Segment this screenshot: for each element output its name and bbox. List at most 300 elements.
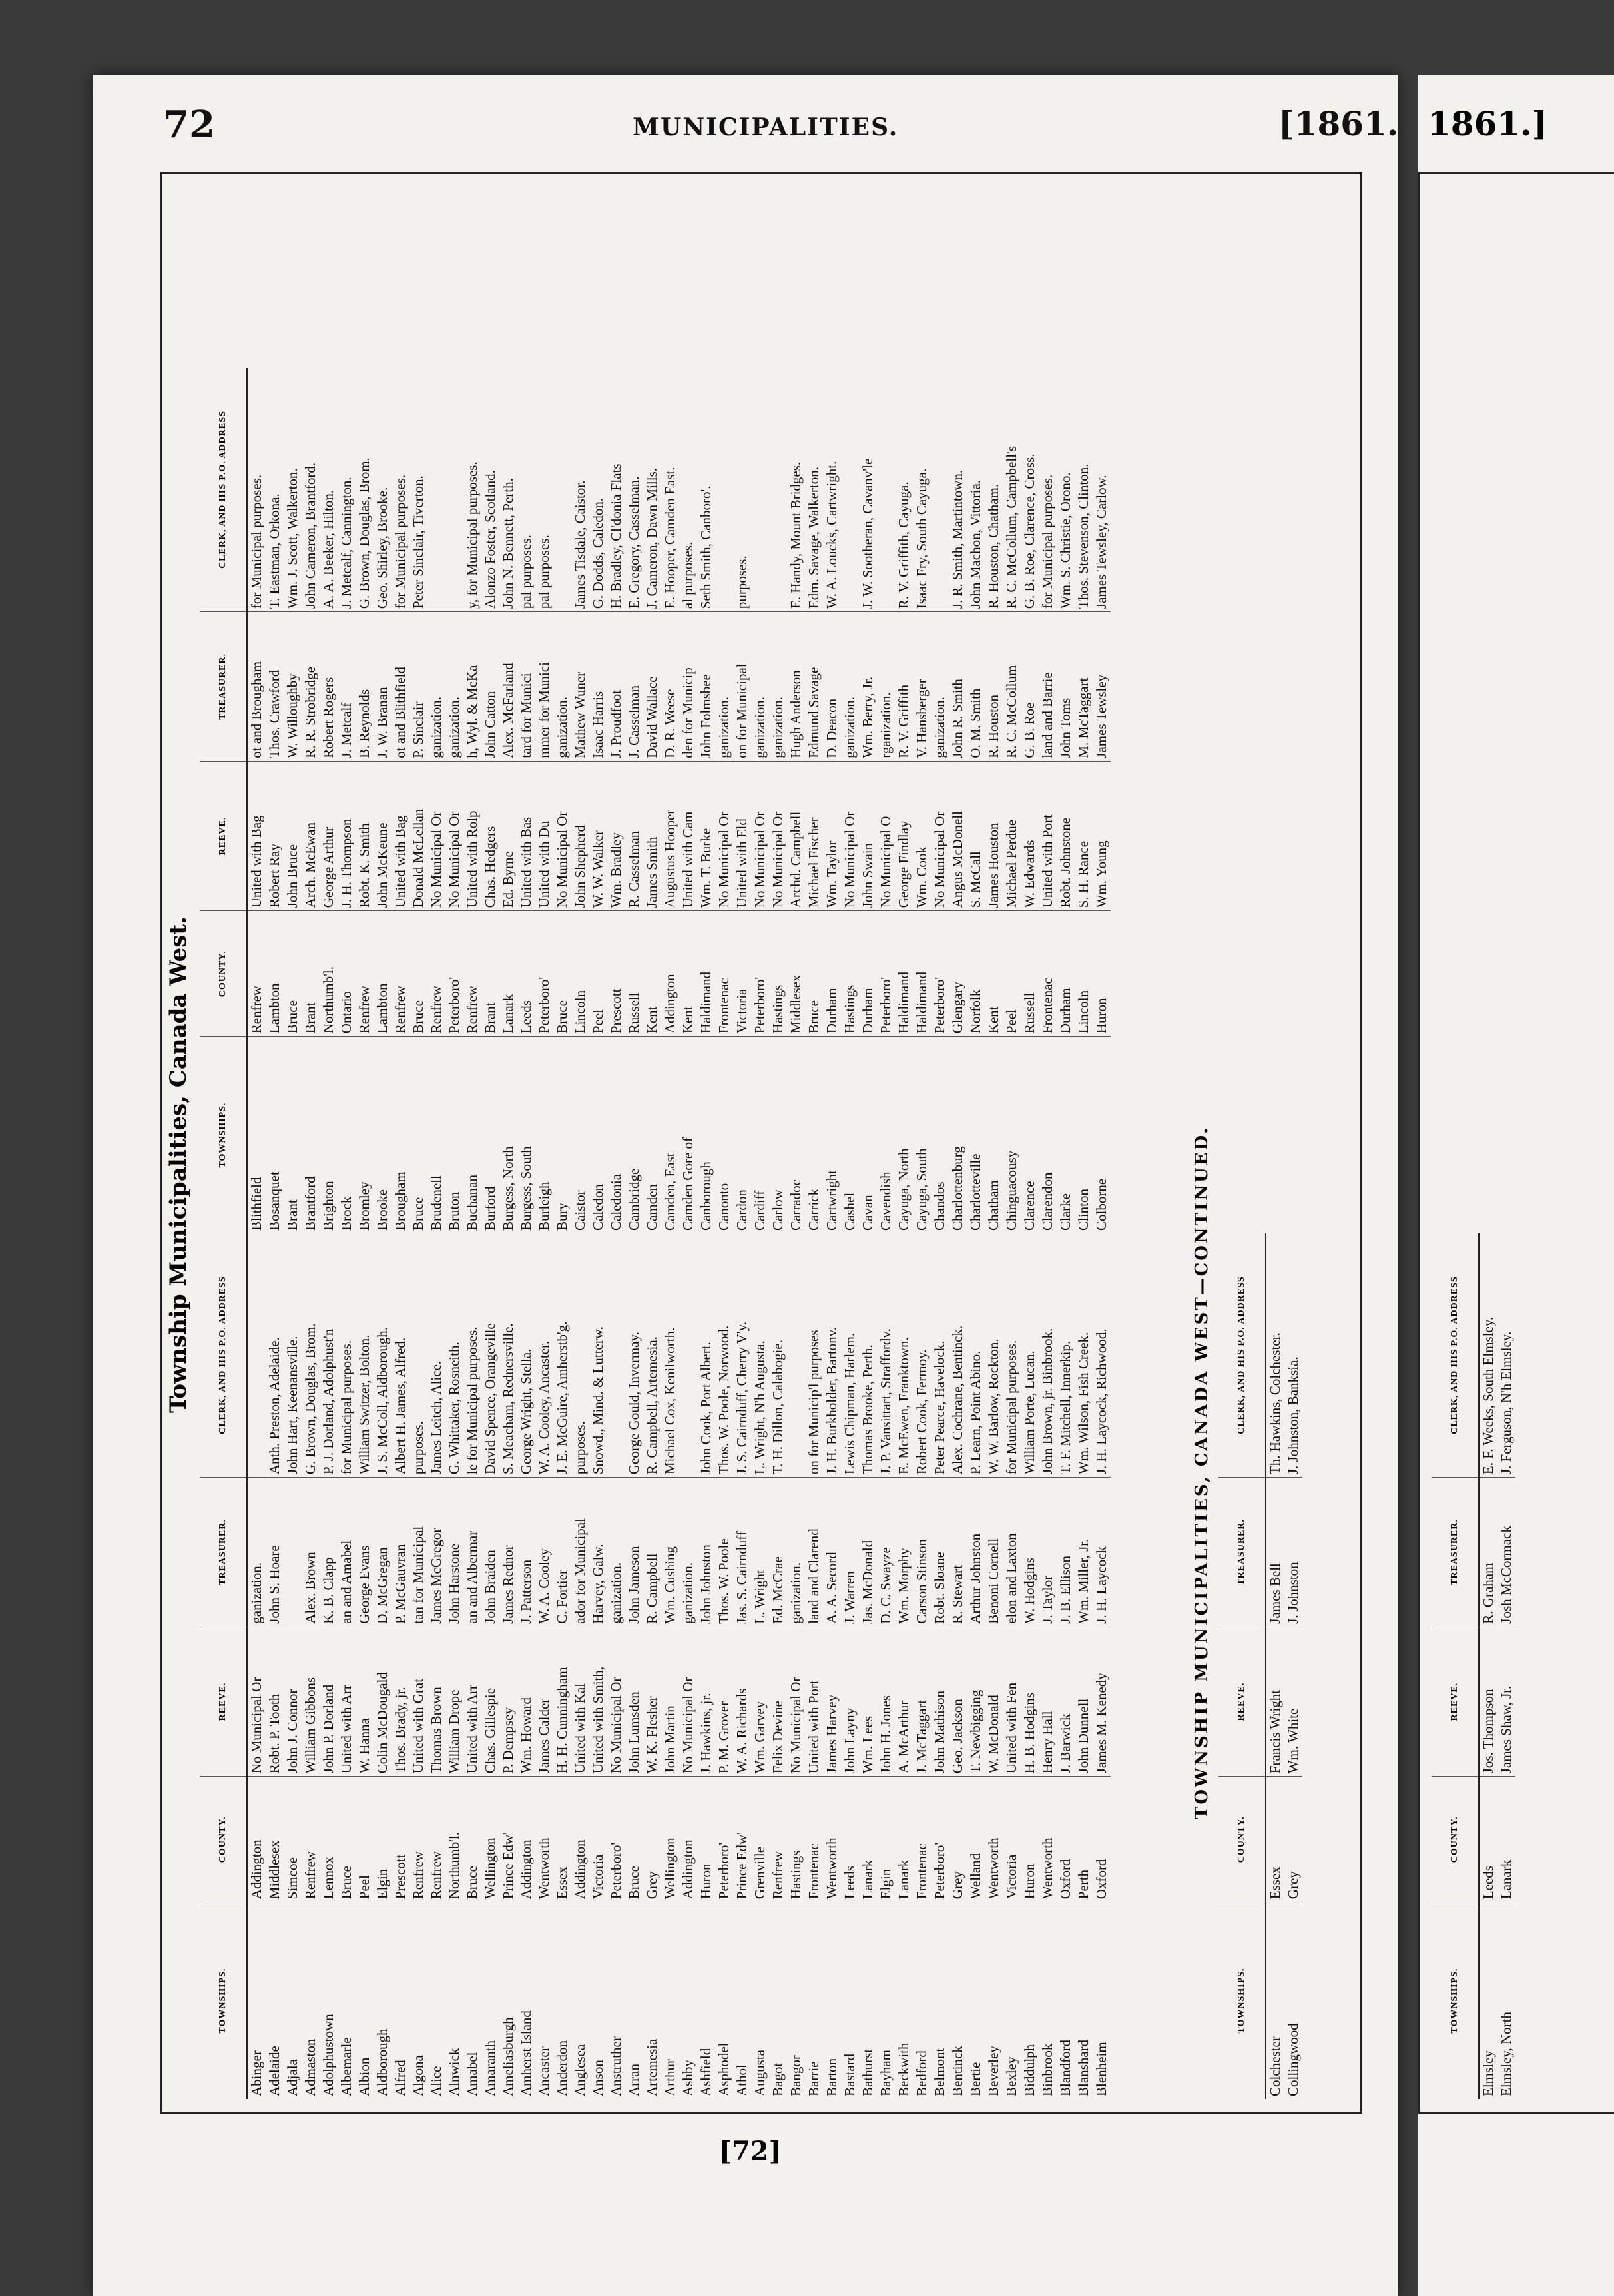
table-row — [1021, 368, 1039, 1233]
cell-reeve: Thomas Brown — [427, 1627, 445, 1777]
cell-clerk: for Municipal purposes. — [1039, 474, 1055, 609]
cell-treasurer: ganization. — [607, 1478, 625, 1627]
cell-county: Peel — [356, 1777, 374, 1902]
cell-treasurer: D. Deacon — [823, 612, 841, 762]
cell-treasurer — [284, 1478, 302, 1627]
cell-township: Beckwith — [895, 1902, 913, 2099]
table-row — [769, 368, 787, 1233]
cell-county: Oxford — [1093, 1777, 1111, 1902]
table-row — [1003, 368, 1021, 1233]
cell-treasurer: J. W. Branan — [374, 612, 392, 762]
cell-treasurer: L. Wright — [751, 1478, 769, 1627]
cell-treasurer: J. Johnston — [1284, 1478, 1302, 1627]
cell-treasurer: ganization. — [247, 1478, 266, 1627]
cell-township: Cavendish — [877, 1037, 895, 1233]
table-row — [733, 368, 751, 1233]
cell-reeve: John Martin — [661, 1627, 679, 1777]
cell-township: Asphodel — [715, 1902, 733, 2099]
cell-township: Albion — [356, 1902, 374, 2099]
table-row — [409, 368, 427, 1233]
cell-clerk: Michael Cox, Kenilworth. — [662, 1327, 678, 1475]
col-clerk: CLERK, AND HIS P.O. ADDRESS — [200, 1233, 247, 1478]
cell-reeve: Colin McDougald — [374, 1627, 392, 1777]
cell-reeve: United with Bag — [247, 761, 266, 911]
cell-treasurer: R. Campbell — [643, 1478, 661, 1627]
cell-township: Cardon — [733, 1037, 751, 1233]
cell-clerk: William Switzer, Bolton. — [356, 1334, 372, 1475]
cell-township: Bertie — [967, 1902, 985, 2099]
cell-clerk: J. W. Sootheran, Cavanv'le — [860, 458, 876, 609]
cell-county: Oxford — [1057, 1777, 1075, 1902]
cell-county: Hastings — [769, 911, 787, 1037]
table-row — [733, 1233, 751, 2099]
cell-reeve: No Municipal Or — [769, 761, 787, 911]
cell-reeve: J. McTaggart — [913, 1627, 931, 1777]
cell-clerk: T. Eastman, Orkona. — [266, 493, 282, 609]
table-row — [356, 368, 374, 1233]
table-row — [877, 1233, 895, 2099]
table-row — [1021, 1233, 1039, 2099]
cell-reeve: John J. Connor — [284, 1627, 302, 1777]
cell-treasurer: R. Houston — [985, 612, 1003, 762]
right-table-body — [247, 368, 1111, 1233]
cell-treasurer: Hugh Anderson — [787, 612, 805, 762]
table-row — [643, 368, 661, 1233]
bottom-table — [1218, 1233, 1302, 2099]
cell-clerk: T. F. Mitchell, Innerkip. — [1057, 1340, 1073, 1475]
cell-county: Ontario — [338, 911, 356, 1037]
cell-clerk: for Municipal purposes. — [338, 1340, 354, 1475]
cell-clerk: R. C. McCollum, Campbell's — [1003, 446, 1019, 609]
cell-county: Renfrew — [302, 1777, 320, 1902]
cell-county: Haldimand — [697, 911, 715, 1037]
cell-clerk: P. J. Dorland, Adolphust'n — [320, 1328, 336, 1475]
col-clerk: CLERK, AND HIS P.O. ADDRESS — [200, 368, 247, 612]
cell-treasurer: George Evans — [356, 1478, 374, 1627]
table-row — [769, 1233, 787, 2099]
cell-reeve: Robt. K. Smith — [356, 761, 374, 911]
cell-reeve: Robert Ray — [266, 761, 284, 911]
cell-clerk: y, for Municipal purposes. — [464, 461, 480, 609]
cell-reeve: Henry Hall — [1039, 1627, 1057, 1777]
cell-county: Prince Edw' — [499, 1777, 517, 1902]
cell-treasurer: J. Casselman — [625, 612, 643, 762]
table-row — [392, 1233, 409, 2099]
cell-county: Lincoln — [571, 911, 589, 1037]
table-row — [517, 1233, 535, 2099]
cell-county: Peterboro' — [445, 911, 463, 1037]
cell-clerk: Alonzo Foster, Scotland. — [482, 470, 498, 609]
cell-township: Anstruther — [607, 1902, 625, 2099]
cell-treasurer: Alex. McFarland — [499, 612, 517, 762]
table-row — [374, 368, 392, 1233]
cell-treasurer: mmer for Munici — [535, 612, 553, 762]
table-row — [1057, 368, 1075, 1233]
cell-township: Belmont — [931, 1902, 949, 2099]
table-row — [392, 368, 409, 1233]
table-row — [427, 1233, 445, 2099]
cell-county: Huron — [697, 1777, 715, 1902]
cell-reeve: W. W. Walker — [589, 761, 607, 911]
cell-treasurer: Carson Stinson — [913, 1478, 931, 1627]
cell-reeve: No Municipal Or — [715, 761, 733, 911]
table-row — [481, 368, 499, 1233]
cell-county: Wellington — [661, 1777, 679, 1902]
table-row — [1266, 1233, 1284, 2099]
cell-treasurer: D. McGregan — [374, 1478, 392, 1627]
cell-county: Peterboro' — [931, 911, 949, 1037]
cell-township: Alice — [427, 1902, 445, 2099]
cell-township: Cartwright — [823, 1037, 841, 1233]
cell-county: Elgin — [877, 1777, 895, 1902]
cell-county: Bruce — [625, 1777, 643, 1902]
table-row — [266, 368, 284, 1233]
cell-township: Brant — [284, 1037, 302, 1233]
table-row — [463, 1233, 481, 2099]
table-row — [625, 368, 643, 1233]
cell-county: Victoria — [589, 1777, 607, 1902]
cell-township: Ashfield — [697, 1902, 715, 2099]
table-row — [697, 368, 715, 1233]
cell-treasurer: John Braiden — [481, 1478, 499, 1627]
table-row — [1075, 1233, 1093, 2099]
cell-clerk: Lewis Chipman, Harlem. — [842, 1332, 858, 1475]
cell-reeve: United with Du — [535, 761, 553, 911]
cell-reeve: W. Hanna — [356, 1627, 374, 1777]
table-row — [571, 1233, 589, 2099]
cell-county: Grey — [643, 1777, 661, 1902]
table-row — [1093, 368, 1111, 1233]
cell-reeve: United with Port — [1039, 761, 1057, 911]
cell-reeve: United with Eld — [733, 761, 751, 911]
col-townships: TOWNSHIPS. — [1432, 1902, 1479, 2099]
cell-township: Ancaster — [535, 1902, 553, 2099]
cell-clerk: Seth Smith, Canboro'. — [698, 485, 714, 609]
cell-treasurer: Harvey, Galw. — [589, 1478, 607, 1627]
cell-reeve: James Smith — [643, 761, 661, 911]
cell-township: Bagot — [769, 1902, 787, 2099]
cell-clerk: J. E. McGuire, Amherstb'g. — [554, 1321, 570, 1475]
cell-clerk: J. Ferguson, N'h Elmsley. — [1498, 1331, 1514, 1475]
cell-reeve: W. Edwards — [1021, 761, 1039, 911]
cell-reeve: Donald McLellan — [409, 761, 427, 911]
table-row — [877, 368, 895, 1233]
table-row — [751, 1233, 769, 2099]
cell-reeve: W. McDonald — [985, 1627, 1003, 1777]
cell-treasurer: h, Wyl. & McKa — [463, 612, 481, 762]
cell-clerk: J. H. Burkholder, Bartonv. — [824, 1326, 840, 1475]
cell-township: Caledon — [589, 1037, 607, 1233]
cell-county: Wentworth — [823, 1777, 841, 1902]
cell-township: Canonto — [715, 1037, 733, 1233]
table-row — [841, 368, 859, 1233]
col-treasurer: TREASURER. — [200, 612, 247, 762]
cell-treasurer: John Catton — [481, 612, 499, 762]
cell-treasurer: W. Willoughby — [284, 612, 302, 762]
col-county: COUNTY. — [1218, 1777, 1266, 1902]
cell-township: Blandford — [1057, 1902, 1075, 2099]
cell-treasurer: James Rednor — [499, 1478, 517, 1627]
cell-clerk: E. Hooper, Camden East. — [662, 467, 678, 609]
cell-treasurer: den for Municip — [679, 612, 697, 762]
cell-treasurer: B. Reynolds — [356, 612, 374, 762]
table-row — [571, 368, 589, 1233]
col-county: COUNTY. — [1432, 1777, 1479, 1902]
cell-treasurer: John Jameson — [625, 1478, 643, 1627]
next-page-year: 1861.] — [1428, 104, 1548, 143]
cell-county: Durham — [823, 911, 841, 1037]
cell-township: Anson — [589, 1902, 607, 2099]
table-row — [661, 368, 679, 1233]
cell-treasurer: Alex. Brown — [302, 1478, 320, 1627]
cell-clerk: J. Cameron, Dawn Mills. — [644, 467, 660, 609]
cell-township: Chatham — [985, 1037, 1003, 1233]
cell-township: Binbrook — [1039, 1902, 1057, 2099]
cell-treasurer: J. Metcalf — [338, 612, 356, 762]
table-row — [1093, 1233, 1111, 2099]
cell-county: Bruce — [338, 1777, 356, 1902]
cell-county: Peterboro' — [535, 911, 553, 1037]
table-row — [949, 368, 967, 1233]
cell-reeve: Wm. Young — [1093, 761, 1111, 911]
cell-treasurer: O. M. Smith — [967, 612, 985, 762]
cell-township: Amabel — [463, 1902, 481, 2099]
cell-reeve: R. Casselman — [625, 761, 643, 911]
cell-clerk — [751, 368, 769, 612]
cell-county: Peterboro' — [607, 1777, 625, 1902]
cell-treasurer: Jas. S. Cairnduff — [733, 1478, 751, 1627]
cell-reeve: A. McArthur — [895, 1627, 913, 1777]
page-footer: [72] — [719, 2136, 782, 2167]
cell-township: Cambridge — [625, 1037, 643, 1233]
col-reeve: REEVE. — [1218, 1627, 1266, 1777]
cell-township: Arthur — [661, 1902, 679, 2099]
section-title: Township Municipalities, Canada West. — [165, 916, 192, 1413]
cell-township: Caledonia — [607, 1037, 625, 1233]
cell-county: Kent — [643, 911, 661, 1037]
cell-reeve: No Municipal O — [877, 761, 895, 911]
table-row — [409, 1233, 427, 2099]
cell-county: Welland — [967, 1777, 985, 1902]
cell-county: Peterboro' — [931, 1777, 949, 1902]
cell-township: Brougham — [392, 1037, 409, 1233]
cell-township: Burgess, South — [517, 1037, 535, 1233]
cell-treasurer: an and Albermar — [463, 1478, 481, 1627]
cell-treasurer: J. Warren — [841, 1478, 859, 1627]
cell-treasurer: David Wallace — [643, 612, 661, 762]
col-reeve: REEVE. — [200, 761, 247, 911]
cell-township: Bury — [553, 1037, 571, 1233]
cell-reeve: James Shaw, Jr. — [1497, 1627, 1515, 1777]
table-row — [553, 368, 571, 1233]
cell-county: Peel — [1003, 911, 1021, 1037]
cell-reeve: Robt. Johnstone — [1057, 761, 1075, 911]
cell-reeve: Wm. Lees — [859, 1627, 877, 1777]
cell-county: Wentworth — [535, 1777, 553, 1902]
cell-township: Aldborough — [374, 1902, 392, 2099]
cell-treasurer: an and Amabel — [338, 1478, 356, 1627]
cell-clerk: G. Brown, Douglas, Brom. — [356, 457, 372, 609]
table-row — [535, 1233, 553, 2099]
cell-reeve: Angus McDonell — [949, 761, 967, 911]
cell-treasurer: Robt. Sloane — [931, 1478, 949, 1627]
cell-reeve: Wm. Howard — [517, 1627, 535, 1777]
cell-township: Clarence — [1021, 1037, 1039, 1233]
cell-township: Burgess, North — [499, 1037, 517, 1233]
cell-clerk: G. Whittaker, Rosneith. — [446, 1342, 462, 1475]
cell-treasurer: C. Fortier — [553, 1478, 571, 1627]
col-county: COUNTY. — [200, 1777, 247, 1902]
cell-county: Northumb'l. — [445, 1777, 463, 1902]
cell-treasurer: John Harstone — [445, 1478, 463, 1627]
cell-county: Brant — [481, 911, 499, 1037]
table-row — [481, 1233, 499, 2099]
cell-township: Chinguacousy — [1003, 1037, 1021, 1233]
cell-treasurer: John R. Smith — [949, 612, 967, 762]
cell-clerk: for Municipal purposes. — [248, 474, 264, 609]
cell-reeve: George Findlay — [895, 761, 913, 911]
table-row — [859, 368, 877, 1233]
table-row — [607, 1233, 625, 2099]
cell-county: Leeds — [517, 911, 535, 1037]
left-table — [200, 1233, 1111, 2099]
cell-clerk — [715, 368, 733, 612]
table-row — [374, 1233, 392, 2099]
table-row — [445, 1233, 463, 2099]
cell-county: Huron — [1093, 911, 1111, 1037]
cell-treasurer: James Bell — [1266, 1478, 1284, 1627]
cell-clerk: James Tisdale, Caistor. — [572, 480, 588, 609]
table-row — [320, 1233, 338, 2099]
cell-treasurer: land and Clarend — [805, 1478, 823, 1627]
cell-county: Hastings — [787, 1777, 805, 1902]
cell-clerk — [877, 368, 895, 612]
table-row — [302, 1233, 320, 2099]
cell-clerk: George Gould, Invermay. — [626, 1332, 642, 1475]
cell-treasurer: Edmund Savage — [805, 612, 823, 762]
cell-treasurer: J. H. Laycock — [1093, 1478, 1111, 1627]
table-row — [535, 368, 553, 1233]
cell-clerk: E. F. Weeks, South Elmsley. — [1480, 1316, 1496, 1475]
cell-treasurer: John Johnston — [697, 1478, 715, 1627]
cell-clerk — [679, 1233, 697, 1478]
cell-township: Camden Gore of — [679, 1037, 697, 1233]
cell-township: Buchanan — [463, 1037, 481, 1233]
cell-clerk: J. S. Cairnduff, Cherry V'y. — [734, 1321, 750, 1475]
cell-clerk: James Leitch, Alice. — [428, 1360, 444, 1475]
cell-county: Addington — [517, 1777, 535, 1902]
cell-reeve: Geo. Jackson — [949, 1627, 967, 1777]
table-row — [643, 1233, 661, 2099]
cell-county: Elgin — [374, 1777, 392, 1902]
cell-county: Brant — [302, 911, 320, 1037]
cell-clerk — [931, 368, 949, 612]
cell-township: Alfred — [392, 1902, 409, 2099]
cell-township: Blenheim — [1093, 1902, 1111, 2099]
cell-reeve: United with Fen — [1003, 1627, 1021, 1777]
cell-county: Peterboro' — [751, 911, 769, 1037]
cell-township: Barton — [823, 1902, 841, 2099]
cell-clerk: John Machon, Vittoria. — [967, 479, 983, 609]
table-row — [841, 1233, 859, 2099]
cell-clerk: Th. Hawkins, Colchester. — [1267, 1332, 1283, 1475]
cell-township: Bexley — [1003, 1902, 1021, 2099]
cell-reeve: United with Cam — [679, 761, 697, 911]
col-county: COUNTY. — [200, 911, 247, 1037]
col-treasurer: TREASURER. — [1218, 1478, 1266, 1627]
cell-township: Anglesea — [571, 1902, 589, 2099]
cell-treasurer: ador for Municipal — [571, 1478, 589, 1627]
cell-clerk: Robert Cook, Fermoy. — [914, 1349, 930, 1475]
cell-clerk: William Porte, Lucan. — [1021, 1350, 1037, 1475]
cell-reeve: William Gibbons — [302, 1627, 320, 1777]
cell-county: Huron — [1021, 1777, 1039, 1902]
cell-clerk: John Cameron, Brantford. — [302, 462, 318, 609]
cell-township: Brudenell — [427, 1037, 445, 1233]
cell-county: Prescott — [607, 911, 625, 1037]
cell-clerk: Alex. Cochrane, Bentinck. — [949, 1325, 965, 1475]
cell-township: Bruce — [409, 1037, 427, 1233]
cell-clerk: al purposes. — [680, 541, 696, 609]
table-row — [985, 1233, 1003, 2099]
cell-treasurer: James McGregor — [427, 1478, 445, 1627]
cell-township: Blanshard — [1075, 1902, 1093, 2099]
table-row — [625, 1233, 643, 2099]
cell-treasurer: P. Sinclair — [409, 612, 427, 762]
cell-township: Charlottenburg — [949, 1037, 967, 1233]
cell-clerk: W. W. Barlow, Rockton. — [985, 1338, 1001, 1475]
cell-treasurer: Wm. Morphy — [895, 1478, 913, 1627]
cell-county: Durham — [1057, 911, 1075, 1037]
cell-reeve: Chas. Hedgers — [481, 761, 499, 911]
cell-township: Cayuga, North — [895, 1037, 913, 1233]
cell-clerk: J. P. Vansittart, Straffordv. — [878, 1328, 894, 1475]
table-row — [895, 368, 913, 1233]
bottom-table-rotated — [1218, 1233, 1302, 2099]
table-row — [338, 1233, 356, 2099]
cell-township: Clarendon — [1039, 1037, 1057, 1233]
cell-county: Wentworth — [1039, 1777, 1057, 1902]
cell-county: Peel — [589, 911, 607, 1037]
cell-county: Simcoe — [284, 1777, 302, 1902]
cell-county: Lambton — [374, 911, 392, 1037]
cell-clerk: P. Learn, Point Abino. — [967, 1350, 983, 1475]
col-clerk: CLERK, AND HIS P.O. ADDRESS — [1432, 1233, 1479, 1478]
cell-reeve: John McKeune — [374, 761, 392, 911]
cell-county: Prince Edw' — [733, 1777, 751, 1902]
cell-clerk: J. S. McColl, Aldborough. — [374, 1327, 390, 1475]
cell-county: Bruce — [284, 911, 302, 1037]
next-page-table-rotated — [1432, 1233, 1515, 2099]
cell-county: Grenville — [751, 1777, 769, 1902]
cell-reeve: No Municipal Or — [931, 761, 949, 911]
table-row — [553, 1233, 571, 2099]
cell-township: Barrie — [805, 1902, 823, 2099]
table-row — [302, 368, 320, 1233]
cell-treasurer: R. Stewart — [949, 1478, 967, 1627]
cell-county: Lambton — [266, 911, 284, 1037]
cell-treasurer: Wm. Berry, Jr. — [859, 612, 877, 762]
cell-county: Bruce — [463, 1777, 481, 1902]
cell-treasurer: Ed. McCrae — [769, 1478, 787, 1627]
cell-county: Lanark — [499, 911, 517, 1037]
cell-reeve: United with Grat — [409, 1627, 427, 1777]
table-row — [1003, 1233, 1021, 2099]
cell-clerk: Edm. Savage, Walkerton. — [806, 467, 822, 609]
cell-clerk: Thomas Brooke, Perth. — [860, 1344, 876, 1475]
cell-reeve: John Swain — [859, 761, 877, 911]
cell-reeve: Wm. T. Burke — [697, 761, 715, 911]
